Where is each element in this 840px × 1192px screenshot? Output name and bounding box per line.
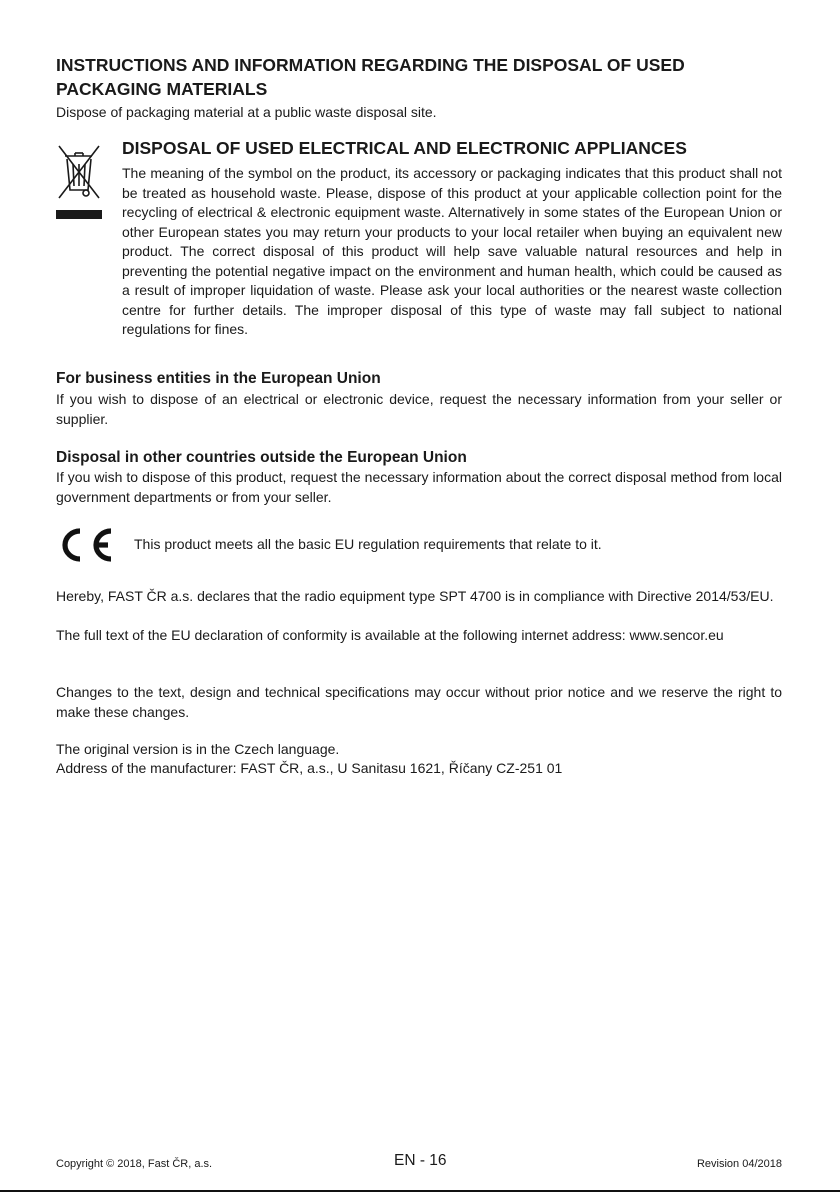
footer-revision: Revision 04/2018 <box>696 1158 782 1170</box>
declaration-full-text: The full text of the EU declaration of conformity is available at the following internet address: www.sencor.eu <box>56 627 724 643</box>
page-footer <box>56 1152 782 1176</box>
ce-text: This product meets all the basic EU regulation requirements that relate to it. <box>134 536 602 552</box>
packaging-text: Dispose of packaging material at a public waste disposal site. <box>56 104 437 120</box>
ce-mark-icon <box>56 526 118 564</box>
declaration-text: Hereby, FAST ČR a.s. declares that the radio equipment type SPT 4700 is in compliance with Directive 2014/53/EU. <box>56 588 774 604</box>
business-text: If you wish to dispose of an electrical or electronic device, request the necessary information from your seller or supplier. <box>56 391 782 427</box>
weee-text: The meaning of the symbol on the product, its accessory or packaging indicates that this product shall not be treated as household waste. Please, dispose of this product at your applicable collection point for the recycling of electrical & electronic equipment waste. Alternatively in some states of the European Union or other European states you may return your products to your local retailer when buying an equivalent new product. The correct disposal of this product will help save valuable natural resources and help in preventing the potential negative impact on the environment and human health, which could be caused as a result of improper liquidation of waste. Please ask your local authorities or the nearest waste collection centre for further details. The improper disposal of this type of waste may fall subject to national regulations for fines. <box>122 165 782 337</box>
footer-copyright: Copyright © 2018, Fast ČR, a.s. <box>56 1158 213 1170</box>
ce-section <box>56 526 782 566</box>
outside-eu-heading: Disposal in other countries outside the European Union <box>56 449 467 466</box>
changes-text: Changes to the text, design and technical specifications may occur without prior notice and we reserve the right to make these changes. <box>56 684 782 720</box>
packaging-heading: INSTRUCTIONS AND INFORMATION REGARDING THE DISPOSAL OF USED PACKAGING MATERIALS <box>56 55 685 99</box>
business-heading: For business entities in the European Union <box>56 370 381 387</box>
outside-eu-text: If you wish to dispose of this product, request the necessary information about the correct disposal method from local government departments or from your seller. <box>56 469 782 505</box>
footer-page-number: EN - 16 <box>394 1152 447 1169</box>
original-language-text: The original version is in the Czech language. <box>56 741 340 757</box>
manufacturer-address: Address of the manufacturer: FAST ČR, a.s., U Sanitasu 1621, Říčany CZ-251 01 <box>56 760 563 776</box>
weee-heading: DISPOSAL OF USED ELECTRICAL AND ELECTRONIC APPLIANCES <box>122 138 687 158</box>
crossed-out-wheelie-bin-icon <box>56 142 102 222</box>
